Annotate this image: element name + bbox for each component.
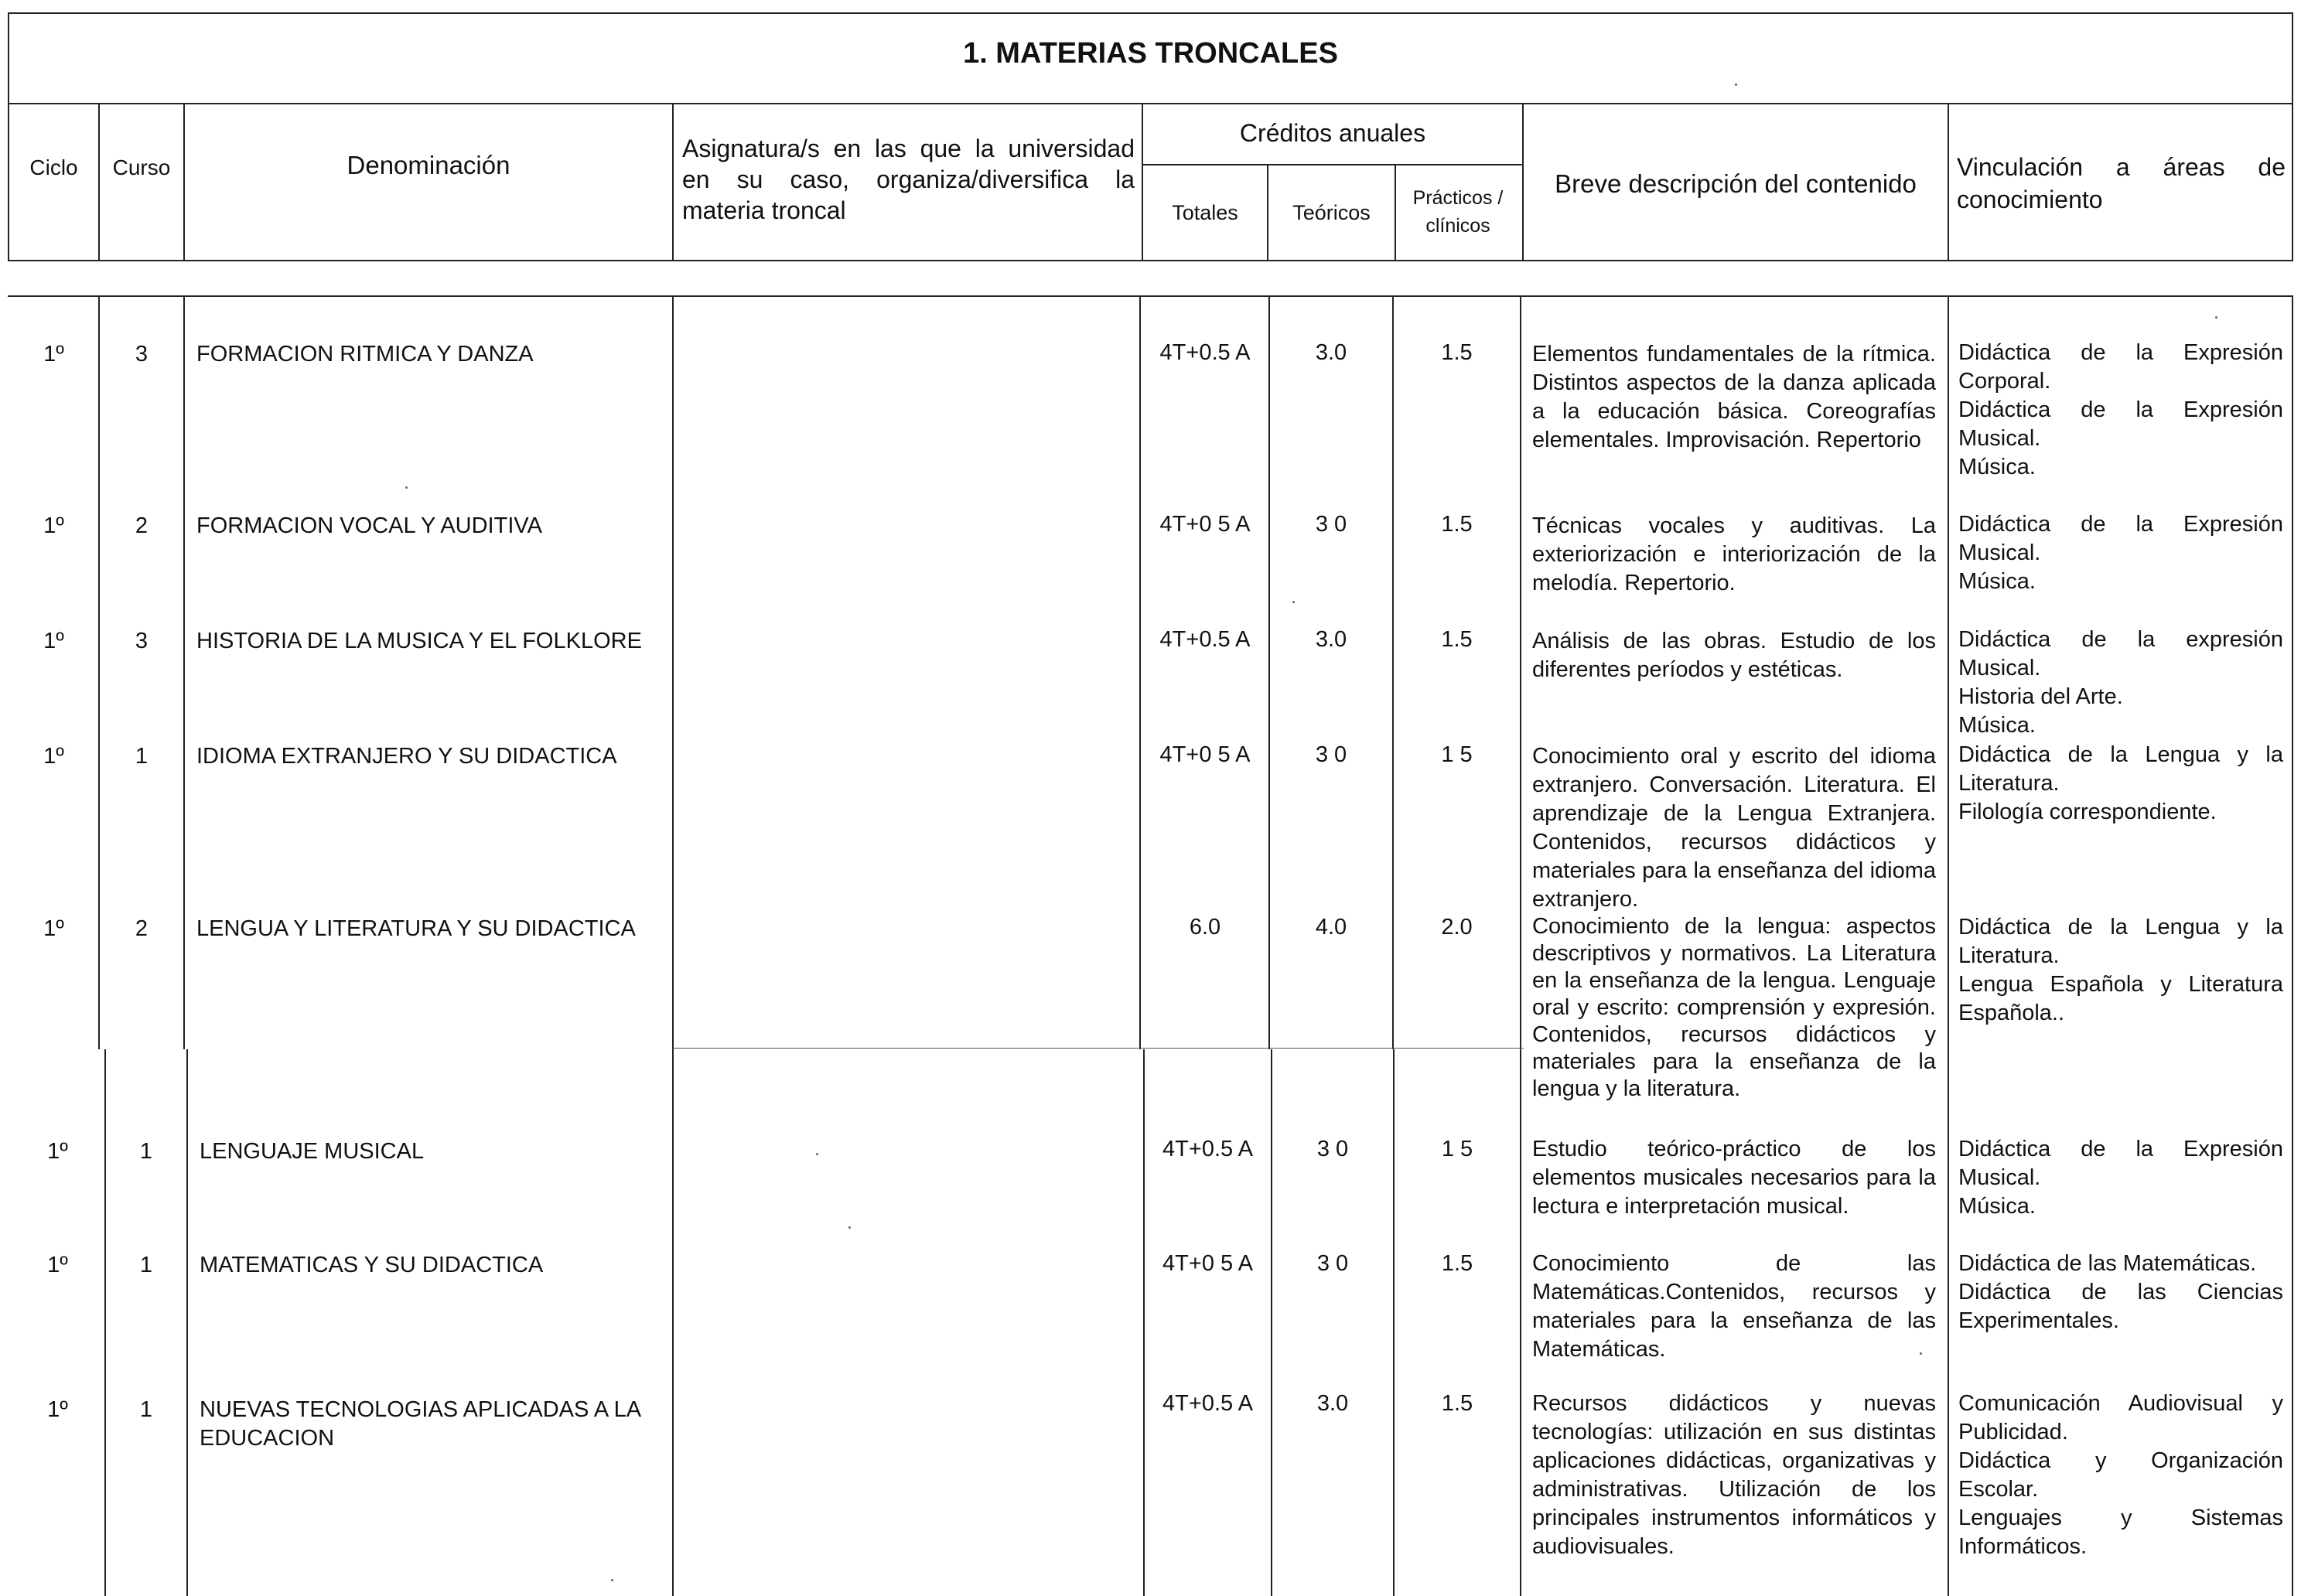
row-3-totales: 4T+0.5 A [1159,627,1251,652]
row-7-ciclo: 1º [47,1253,68,1277]
scan-speck [1292,601,1295,603]
row-6-denominacion: LENGUAJE MUSICAL [200,1139,425,1164]
row-6-area-1: Didáctica de la Expresión Musical. [1958,1137,2283,1190]
row-1-ciclo: 1º [43,342,64,367]
row-6-curso: 1 [139,1139,153,1164]
row-6-descripcion: Estudio teórico-práctico de los elementos musicales necesarios para la lectura e interpretación musical. [1532,1137,1936,1219]
row-8-teoricos: 3.0 [1316,1391,1349,1416]
row-3-descripcion: Análisis de las obras. Estudio de los diferentes períodos y estéticas. [1532,629,1936,682]
row-1-area-3: Música. [1958,455,2036,479]
body-col-sep-8a [1948,295,1949,1049]
row-7-areas [1958,1250,2283,1335]
header-title-divider [8,103,2293,104]
row-7-denominacion: MATEMATICAS Y SU DIDACTICA [200,1253,544,1277]
row-2-practicos: 1.5 [1441,512,1473,537]
row-5-practicos: 2.0 [1441,915,1473,940]
header-creditos: Créditos anuales [1239,119,1426,147]
row-8-curso: 1 [139,1397,153,1422]
row-2-ciclo: 1º [43,513,64,538]
section-title: 1. MATERIAS TRONCALES [963,37,1338,70]
row-3-practicos: 1.5 [1441,627,1473,652]
row-1-curso: 3 [135,342,149,367]
row-8-totales: 4T+0.5 A [1162,1391,1253,1416]
row-8-practicos: 1.5 [1441,1391,1473,1416]
row-7-teoricos: 3 0 [1316,1251,1349,1276]
body-col-sep-4a [1139,295,1141,1049]
body-right-border-b [2292,1049,2293,1596]
row-4-denominacion: IDIOMA EXTRANJERO Y SU DIDACTICA [196,744,617,769]
header-top-border [8,12,2293,14]
header-ciclo: Ciclo [29,155,78,179]
row-2-area-1: Didáctica de la Expresión Musical. [1958,512,2283,565]
row-4-totales: 4T+0 5 A [1159,742,1251,767]
body-col-sep-5b [1271,1049,1272,1596]
body-col-sep-1b [104,1049,106,1596]
header-teoricos: Teóricos [1292,201,1371,224]
header-col-sep-8 [1948,103,1949,261]
row-3-ciclo: 1º [43,629,64,653]
row-3-areas [1958,626,2283,740]
header-col-sep-3 [672,103,674,261]
row-4-areas [1958,741,2283,827]
row-8-ciclo: 1º [47,1397,68,1422]
scan-speck [405,486,408,489]
row-4-area-1: Didáctica de la Lengua y la Literatura. [1958,742,2283,796]
row-4-curso: 1 [135,744,149,769]
row-6-areas [1958,1135,2283,1221]
row-4-practicos: 1 5 [1441,742,1473,767]
row-5-teoricos: 4.0 [1315,915,1347,940]
row-5-ciclo: 1º [43,916,64,941]
row-6-totales: 4T+0.5 A [1162,1137,1253,1161]
body-top-border [8,295,2293,297]
header-creditos-divider [1142,164,1522,165]
row-4-teoricos: 3 0 [1315,742,1347,767]
body-col-sep-3b [672,1049,674,1596]
row-1-totales: 4T+0.5 A [1159,340,1251,365]
row-8-areas [1958,1390,2283,1561]
body-col-sep-3a [672,295,674,1049]
row-5-area-2: Lengua Española y Literatura Española.. [1958,972,2283,1025]
body-col-sep-7b [1520,1049,1521,1596]
header-asignaturas: Asignatura/s en las que la universidad en su caso, organiza/diversifica la materia troncal [682,135,1135,224]
row-5-curso: 2 [135,916,149,941]
page-join-seam [673,1048,1524,1049]
body-col-sep-6b [1393,1049,1395,1596]
row-3-teoricos: 3.0 [1315,627,1347,652]
row-7-area-1: Didáctica de las Matemáticas. [1958,1251,2257,1276]
row-7-practicos: 1.5 [1441,1251,1473,1276]
row-5-areas [1958,913,2283,1028]
header-vinculacion: Vinculación a áreas de conocimiento [1957,153,2286,213]
row-6-area-2: Música. [1958,1194,2036,1219]
row-7-totales: 4T+0 5 A [1162,1251,1253,1276]
scan-speck [1735,84,1737,86]
body-col-sep-4b [1143,1049,1145,1596]
body-col-sep-2a [183,295,185,1049]
body-col-sep-2b [186,1049,188,1596]
header-bottom-border [8,260,2293,261]
header-curso: Curso [112,155,171,179]
row-8-area-1: Comunicación Audiovisual y Publicidad. [1958,1391,2283,1444]
row-8-denominacion: NUEVAS TECNOLOGIAS APLICADAS A LA EDUCACION [200,1397,640,1451]
row-1-teoricos: 3.0 [1315,340,1347,365]
header-totales: Totales [1172,201,1238,224]
row-5-descripcion: Conocimiento de la lengua: aspectos descriptivos y normativos. La Literatura en la enseñanza de la lengua. Lenguaje oral y escrito: comprensión y expresión. Contenidos, recursos didácticos y materiales para la enseñanza de la lengua y la literatura. [1532,914,1936,1101]
header-descripcion: Breve descripción del contenido [1555,169,1917,198]
row-2-curso: 2 [135,513,149,538]
body-right-border-a [2292,295,2293,1049]
header-denominacion: Denominación [347,151,510,179]
body-col-sep-7a [1520,295,1521,1049]
row-3-curso: 3 [135,629,149,653]
scan-speck [1920,1352,1922,1355]
row-3-area-2: Historia del Arte. [1958,684,2123,709]
row-2-teoricos: 3 0 [1315,512,1347,537]
row-1-descripcion: Elementos fundamentales de la rítmica. Distintos aspectos de la danza aplicada a la educación básica. Coreografías elementales. Improvisación. Repertorio [1532,342,1936,452]
row-6-ciclo: 1º [47,1139,68,1164]
row-2-areas [1958,510,2283,596]
row-2-totales: 4T+0 5 A [1159,512,1251,537]
row-7-curso: 1 [139,1253,153,1277]
row-3-area-1: Didáctica de la expresión Musical. [1958,627,2283,680]
header-col-sep-1 [98,103,100,261]
row-2-area-2: Música. [1958,569,2036,594]
header-col-sep-2 [183,103,185,261]
body-col-sep-8b [1948,1049,1949,1596]
row-7-descripcion: Conocimiento de las Matemáticas.Contenidos, recursos y materiales para la enseñanza de las Matemáticas. [1532,1251,1936,1362]
scan-speck [2215,316,2217,319]
row-4-ciclo: 1º [43,744,64,769]
scan-speck [816,1153,818,1155]
scan-speck [848,1226,851,1229]
row-1-practicos: 1.5 [1441,340,1473,365]
row-2-descripcion: Técnicas vocales y auditivas. La exteriorización e interiorización de la melodía. Repertorio. [1532,513,1936,595]
row-8-area-2: Didáctica y Organización Escolar. [1958,1448,2283,1502]
row-6-teoricos: 3 0 [1316,1137,1349,1161]
header-col-sep-6 [1395,164,1396,261]
row-3-denominacion: HISTORIA DE LA MUSICA Y EL FOLKLORE [196,629,642,653]
row-3-area-3: Música. [1958,713,2036,738]
row-1-areas [1958,339,2283,482]
row-2-denominacion: FORMACION VOCAL Y AUDITIVA [196,513,542,538]
row-7-area-2: Didáctica de las Ciencias Experimentales. [1958,1280,2283,1333]
row-4-area-2: Filología correspondiente. [1958,800,2217,824]
scan-speck [611,1579,613,1581]
header-practicos: Prácticos / clínicos [1412,187,1504,237]
row-5-totales: 6.0 [1189,915,1221,940]
row-1-area-1: Didáctica de la Expresión Corporal. [1958,340,2283,394]
row-1-denominacion: FORMACION RITMICA Y DANZA [196,342,534,367]
row-5-denominacion: LENGUA Y LITERATURA Y SU DIDACTICA [196,916,636,941]
row-6-practicos: 1 5 [1441,1137,1473,1161]
row-4-descripcion: Conocimiento oral y escrito del idioma extranjero. Conversación. Literatura. El aprendizaje de la Lengua Extranjera. Contenidos, recursos didácticos y materiales para la enseñanza del idioma extranjero. [1532,744,1936,912]
row-8-area-3: Lenguajes y Sistemas Informáticos. [1958,1506,2283,1559]
row-5-area-1: Didáctica de la Lengua y la Literatura. [1958,915,2283,968]
row-1-area-2: Didáctica de la Expresión Musical. [1958,397,2283,451]
row-8-descripcion: Recursos didácticos y nuevas tecnologías: utilización en sus distintas aplicaciones didácticas, organizativas y administrativas. Utilización de los principales instrumentos informáticos y audiovisuales. [1532,1391,1936,1559]
